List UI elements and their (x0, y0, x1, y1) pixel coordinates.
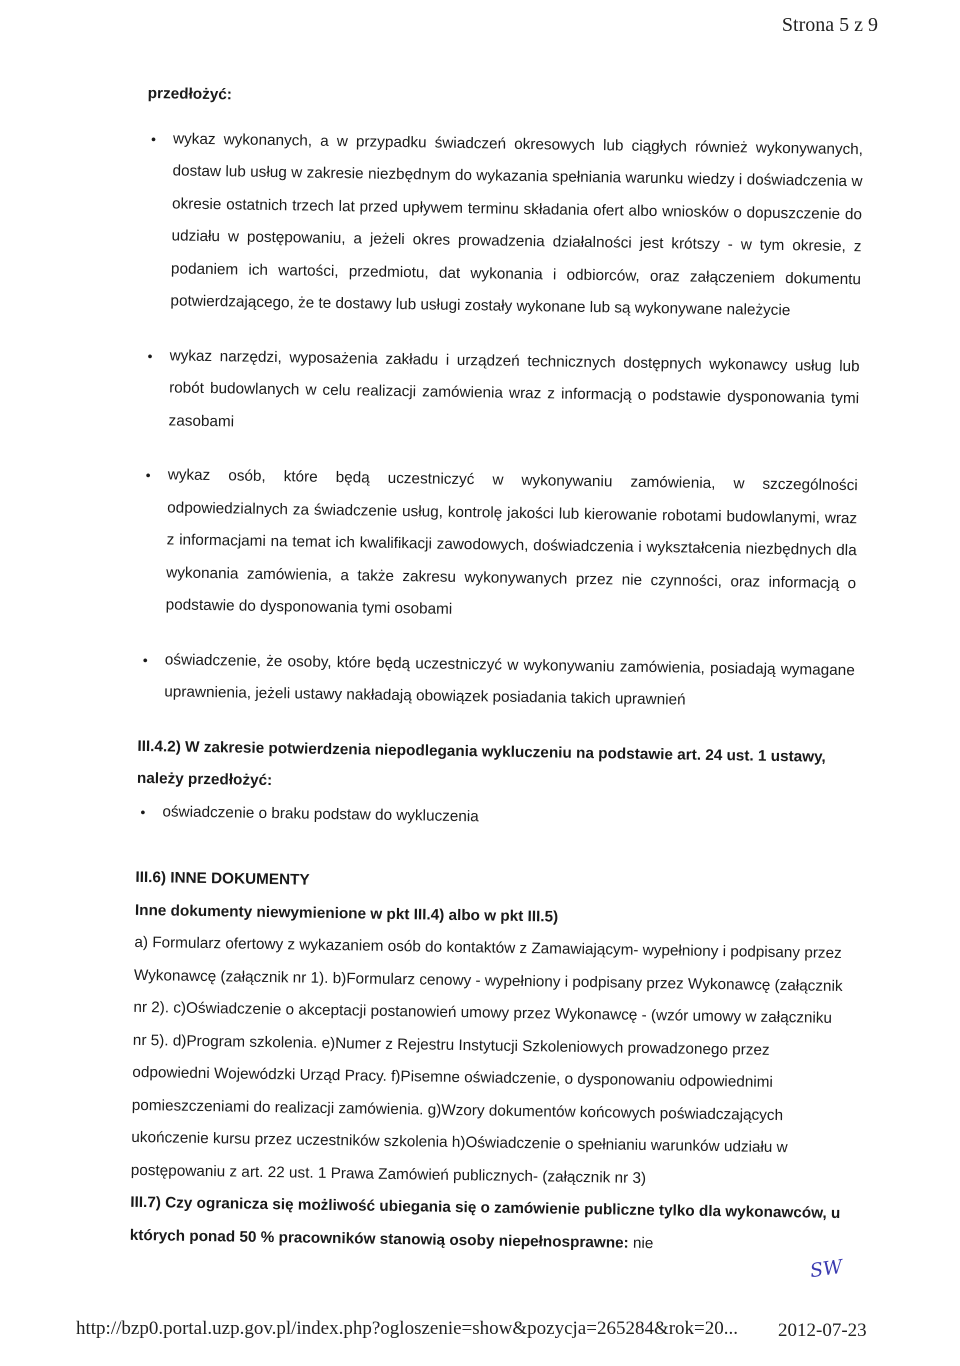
question-text: III.7) Czy ogranicza się możliwość ubiegania się o zamówienie publiczne tylko dla wykonawców, u których ponad 50 % pracowników stanowią osoby niepełnosprawne: (129, 1193, 841, 1252)
list-item: • wykaz wykonanych, a w przypadku świadczeń okresowych lub ciągłych również wykonywanych, dostaw lub usług w zakresie niezbędnym do wykazania spełniania warunku wiedzy i doświadczenia w okresie ostatnich trzech lat przed upływem terminu składania ofert albo wniosków o dopuszczenie do udziału w postępowaniu, a jeżeli okres prowadzenia działalności jest krótszy - w tym okresie, z podaniem ich wartości, przedmiotu, dat wykonania i odbiorców, oraz załączeniem dokumentu potwierdzającego, że te dostawy lub usługi zostały wykonane lub są wykonywane należycie (144, 122, 863, 328)
list-item: • wykaz osób, które będą uczestniczyć w wykonywaniu zamówienia, w szczególności odpowiedzialnych za świadczenie usług, kontrolę jakości lub kierowanie robotami budowlanymi, wraz z informacjami na temat ich kwalifikacji zawodowych, doświadczenia i wykształcenia niezbędnych dla wykonania zamówienia, a także zakresu wykonywanych przez nie czynności, oraz informacją o podstawie do dysponowania tymi osobami (139, 459, 857, 633)
section-heading: III.6) INNE DOKUMENTY (135, 868, 310, 889)
section-heading: przedłożyć: (147, 84, 233, 104)
question-answer: nie (628, 1234, 654, 1252)
other-documents-text: a) Formularz ofertowy z wykazaniem osób do kontaktów z Zamawiającym- wypełniony i podpisany przez Wykonawcę (załącznik nr 1). b)Formularz cenowy - wypełniony i podpisany przez Wykonawcę (załącznik nr 2). c)Oświadczenie o akceptacji postanowień umowy przez Wykonawcę - (wzór umowy w załączniku nr 5). d)Program szkolenia. e)Numer z Rejestru Instytucji Szkoleniowych prowadzonego przez odpowiedni Wojewódzki Urząd Pracy. f)Pisemne oświadczenie, o dysponowaniu odpowiednimi pomieszczeniami do realizacji zamówienia. g)Wzory dokumentów końcowych poświadczających ukończenie kursu przez uczestników szkolenia h)Oświadczenie o spełnianiu warunków udziału w postępowaniu z art. 22 ust. 1 Prawa Zamówień publicznych- (załącznik nr 3) (130, 933, 843, 1187)
list-item: • oświadczenie, że osoby, które będą uczestniczyć w wykonywaniu zamówienia, posiadają wymagane uprawnienia, jeżeli ustawy nakładają obowiązek posiadania takich uprawnień (138, 643, 855, 719)
disabled-workers-question (130, 1187, 847, 1263)
signature-initials: SW (808, 1255, 844, 1283)
list-item: • wykaz narzędzi, wyposażenia zakładu i urządzeń technicznych dostępnych wykonawcy usług lub robót budowlanych w celu realizacji zamówienia wraz z informacją o podstawie dysponowania tymi zasobami (142, 339, 859, 448)
document-body (130, 78, 864, 1263)
list-item: • oświadczenie o braku podstaw do wykluczenia (136, 795, 852, 839)
footer-date: 2012-07-23 (778, 1320, 867, 1341)
section-heading: III.4.2) W zakresie potwierdzenia niepodlegania wykluczeniu na podstawie art. 24 ust. 1 ustawy, należy przedłożyć: (136, 737, 826, 790)
requirements-list (138, 122, 863, 719)
page-number: Strona 5 z 9 (781, 14, 878, 36)
footer-url: http://bzp0.portal.uzp.gov.pl/index.php?ogloszenie=show&pozycja=265284&rok=20... (76, 1318, 739, 1339)
section-subheading: Inne dokumenty niewymienione w pkt III.4) albo w pkt III.5) (134, 901, 559, 926)
